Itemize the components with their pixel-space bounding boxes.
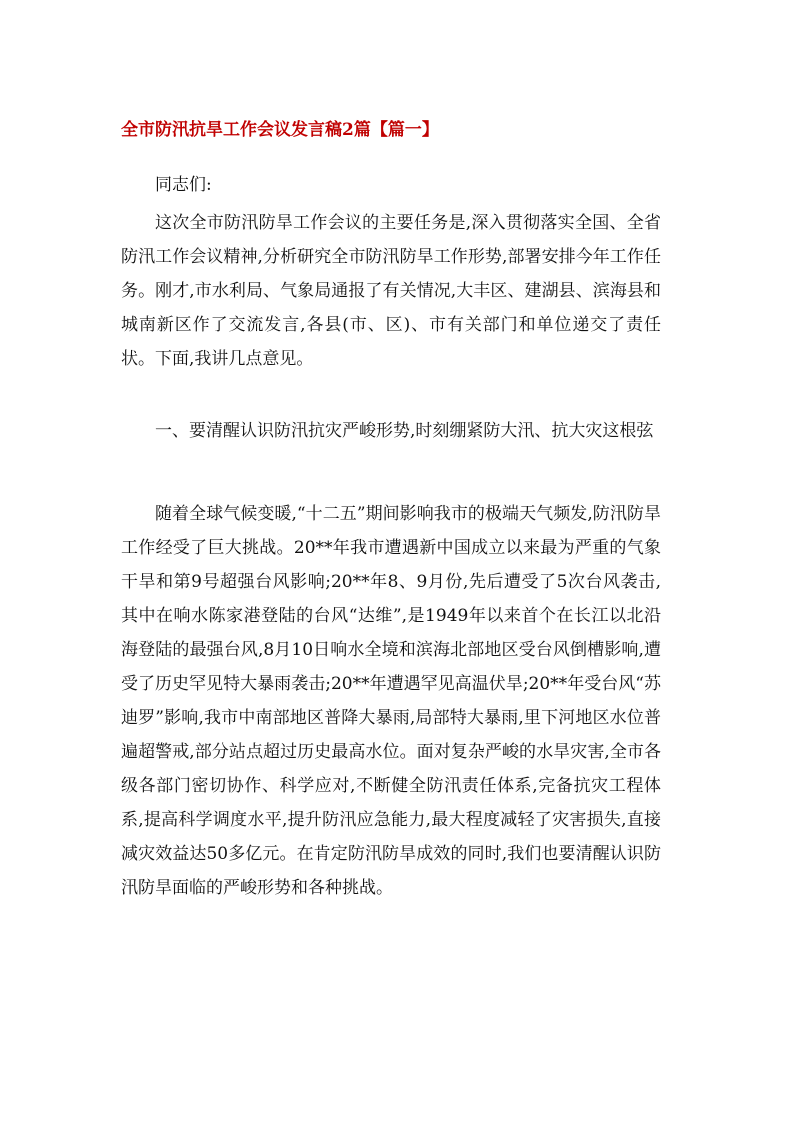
- paragraph-intro: 这次全市防汛防旱工作会议的主要任务是,深入贯彻落实全国、全省防汛工作会议精神,分析研究全市防汛防旱工作形势,部署安排今年工作任务。刚才,市水利局、气象局通报了有关情况,大丰区、建湖县、滨海县和城南新区作了交流发言,各县(市、区)、市有关部门和单位递交了责任状。下面,我讲几点意见。: [121, 213, 661, 369]
- document-title: 全市防汛抗旱工作会议发言稿2篇【篇一】: [121, 120, 439, 140]
- section-heading-one: 一、要清醒认识防汛抗灾严峻形势,时刻绷紧防大汛、抗大灾这根弦: [155, 421, 654, 441]
- greeting: 同志们:: [155, 175, 212, 195]
- paragraph-situation: 随着全球气候变暖,“十二五”期间影响我市的极端天气频发,防汛防旱工作经受了巨大挑战。20**年我市遭遇新中国成立以来最为严重的气象干旱和第9号超强台风影响;20**年8、9月份,先后遭受了5次台风袭击,其中在响水陈家港登陆的台风“达维”,是1949年以来首个在长江以北沿海登陆的最强台风,8月10日响水全境和滨海北部地区受台风倒槽影响,遭受了历史罕见特大暴雨袭击;20**年遭遇罕见高温伏旱;20**年受台风“苏迪罗”影响,我市中南部地区普降大暴雨,局部特大暴雨,里下河地区水位普遍超警戒,部分站点超过历史最高水位。面对复杂严峻的水旱灾害,全市各级各部门密切协作、科学应对,不断健全防汛责任体系,完备抗灾工程体系,提高科学调度水平,提升防汛应急能力,最大程度减轻了灾害损失,直接减灾效益达50多亿元。在肯定防汛防旱成效的同时,我们也要清醒认识防汛防旱面临的严峻形势和各种挑战。: [121, 504, 661, 898]
